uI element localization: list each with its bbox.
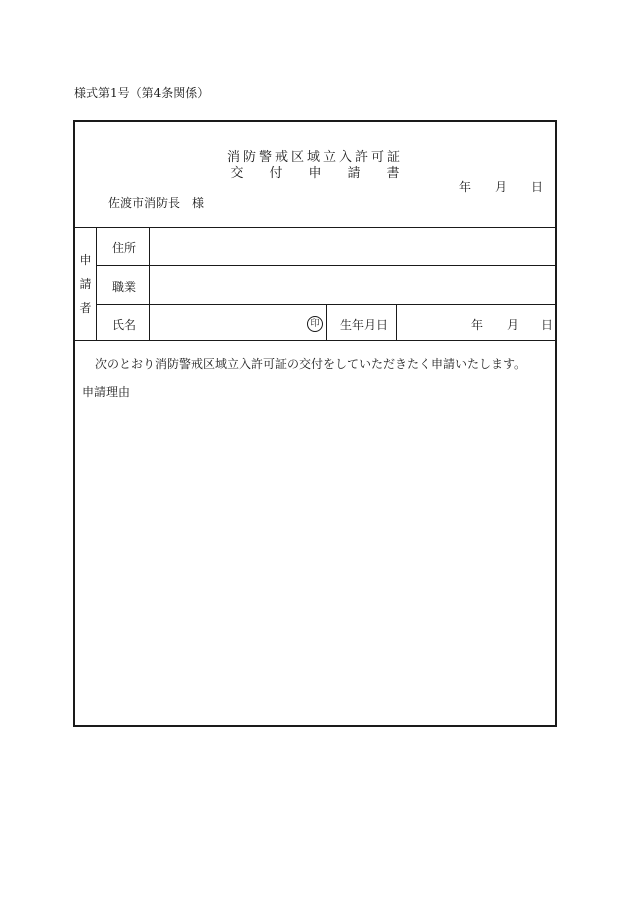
birthdate-label: 生年月日 (340, 318, 389, 332)
date-year: 年 (459, 180, 472, 194)
birth-day: 日 (541, 318, 554, 332)
applicant-bottom-border (75, 340, 555, 341)
date-month: 月 (495, 180, 508, 194)
birth-label-divider (396, 304, 397, 340)
applicant-char-3: 者 (79, 300, 92, 315)
applicant-char-1: 申 (79, 252, 92, 267)
birth-month: 月 (507, 318, 520, 332)
form-number: 様式第1号（第4条関係） (74, 86, 210, 100)
application-reason-label: 申請理由 (82, 385, 131, 399)
applicant-section-label (75, 227, 96, 340)
form-title-line1: 消防警戒区域立入許可証 (226, 150, 403, 165)
birth-year: 年 (471, 318, 484, 332)
application-form-frame (73, 120, 557, 727)
section-label-divider (96, 227, 97, 340)
address-row-border (96, 265, 555, 266)
name-label: 氏名 (112, 318, 137, 332)
applicant-char-2: 請 (79, 276, 92, 291)
applicant-top-border (75, 227, 555, 228)
name-birth-divider (326, 304, 327, 340)
address-label: 住所 (112, 241, 137, 255)
application-statement: 次のとおり消防警戒区域立入許可証の交付をしていただきたく申請いたします。 (95, 357, 527, 371)
seal-mark: 印 (307, 316, 323, 332)
label-column-divider (149, 227, 150, 340)
occupation-label: 職業 (112, 280, 137, 294)
date-day: 日 (531, 180, 544, 194)
form-title-line2: 交付申請書 (230, 166, 426, 181)
addressee: 佐渡市消防長 様 (108, 196, 205, 210)
